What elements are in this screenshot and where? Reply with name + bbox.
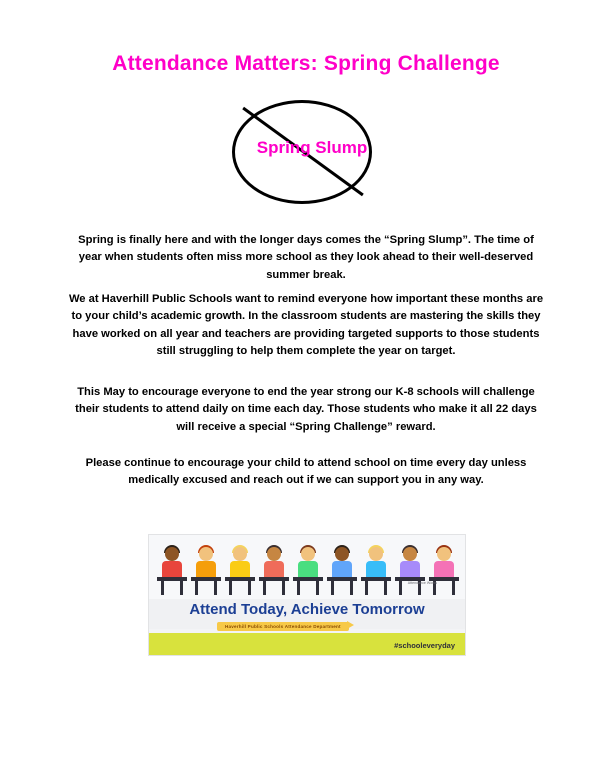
page-title: Attendance Matters: Spring Challenge: [112, 52, 500, 75]
attendance-banner-image: [148, 534, 466, 656]
head-shape: [437, 547, 451, 561]
body-shape: [332, 561, 352, 577]
head-shape: [369, 547, 383, 561]
paragraph-1: Spring is finally here and with the longer days comes the “Spring Slump”. The time of year when students often miss more school as they look ahead to their well-deserved summer break.: [78, 234, 534, 281]
attendance-works-credit: Attendance Works: [407, 581, 437, 585]
desk-leg: [331, 581, 334, 595]
desk-leg: [316, 581, 319, 595]
body-shape: [298, 561, 318, 577]
body-shape: [400, 561, 420, 577]
head-shape: [335, 547, 349, 561]
head-shape: [233, 547, 247, 561]
student-figure: [225, 547, 255, 597]
desk-leg: [365, 581, 368, 595]
head-shape: [301, 547, 315, 561]
paragraph-2: We at Haverhill Public Schools want to remind everyone how important these months are to your child’s academic growth. In the classroom students are mastering the skills they have worked on all year and teachers are providing targeted supports to those students still struggling to help them complete the year on target.: [68, 293, 544, 358]
spring-slump-label: Spring Slump: [256, 138, 368, 157]
desk-leg: [452, 581, 455, 595]
student-figure: [293, 547, 323, 597]
desk-leg: [161, 581, 164, 595]
desk-leg: [399, 581, 402, 595]
body-shape: [196, 561, 216, 577]
paragraph-3: This May to encourage everyone to end the year strong our K-8 schools will challenge their students to attend daily on time each day. Those students who make it all 22 days will receive a special “Spring Challenge” reward.: [75, 386, 537, 433]
student-figure: [157, 547, 187, 597]
student-figure: [395, 547, 425, 597]
student-figure: [327, 547, 357, 597]
body-shape: [162, 561, 182, 577]
student-figure: [429, 547, 459, 597]
banner-headline: Attend Today, Achieve Tomorrow: [189, 601, 425, 618]
body-shape: [264, 561, 284, 577]
students-illustration: [157, 545, 459, 597]
head-shape: [165, 547, 179, 561]
desk-leg: [350, 581, 353, 595]
head-shape: [403, 547, 417, 561]
desk-leg: [263, 581, 266, 595]
hashtag-label: #schooleveryday: [394, 641, 455, 650]
desk-leg: [297, 581, 300, 595]
arrow-icon: [347, 621, 354, 629]
desk-leg: [229, 581, 232, 595]
body-shape: [230, 561, 250, 577]
student-figure: [259, 547, 289, 597]
desk-leg: [195, 581, 198, 595]
desk-leg: [384, 581, 387, 595]
head-shape: [267, 547, 281, 561]
desk-leg: [180, 581, 183, 595]
student-figure: [191, 547, 221, 597]
desk-leg: [248, 581, 251, 595]
student-figure: [361, 547, 391, 597]
head-shape: [199, 547, 213, 561]
no-spring-slump-icon: [232, 100, 380, 208]
department-pill: Haverhill Public Schools Attendance Department: [217, 622, 349, 631]
body-shape: [434, 561, 454, 577]
desk-leg: [282, 581, 285, 595]
body-shape: [366, 561, 386, 577]
desk-leg: [214, 581, 217, 595]
paragraph-4: Please continue to encourage your child to attend school on time every day unless medically excused and reach out if we can support you in any way.: [85, 457, 527, 487]
